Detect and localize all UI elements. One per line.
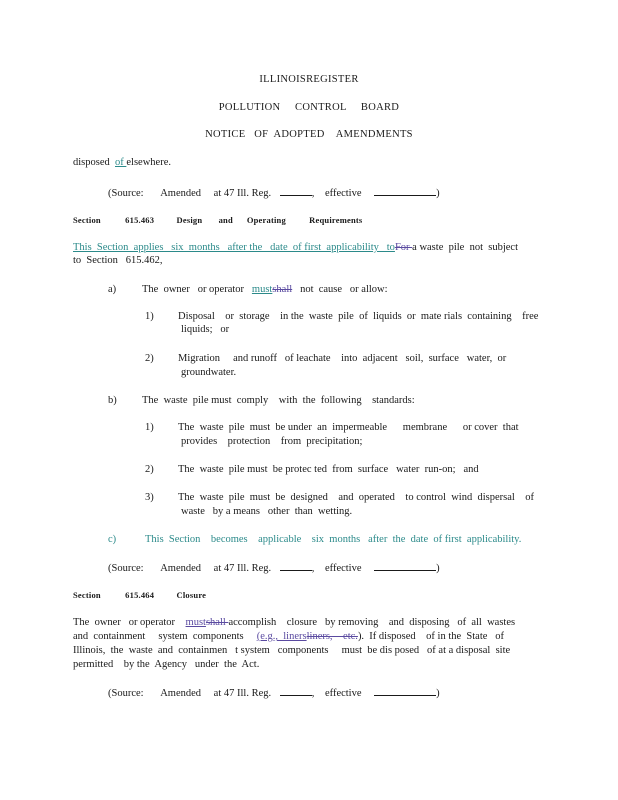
inserted-text: This Section applies six months after the date of first applicability to — [73, 242, 395, 253]
source-reg: at 47 Ill. Reg. — [213, 188, 272, 199]
intro-post: elsewhere. — [126, 157, 171, 168]
l1-deleted: shall — [205, 617, 229, 628]
source-reg: at 47 Ill. Reg. — [213, 688, 272, 699]
l2-inserted: (e.g., liners — [256, 631, 307, 642]
section-number: 615.464 — [125, 590, 155, 600]
item-b1-line2: provides protection from precipitation; — [181, 436, 363, 447]
section-463-heading — [73, 214, 362, 227]
effective-blank — [374, 685, 436, 696]
source-effective: effective — [324, 563, 362, 574]
l1-inserted: must — [185, 617, 206, 628]
item-c-text: This Section becomes applicable six months after the date of first applicability. — [145, 534, 522, 545]
item-a1-line1: Disposal or storage in the waste pile of liquids or mate rials containing free — [178, 311, 539, 322]
section-464-line2 — [73, 630, 504, 643]
source-close: ) — [436, 563, 440, 574]
item-b2-label: 2) — [145, 464, 154, 475]
l2-pre: and containment system components — [73, 631, 244, 642]
item-b-text: The waste pile must comply with the following standards: — [142, 395, 415, 406]
item-b1-label: 1) — [145, 422, 154, 433]
l1-post: accomplish closure by removing and disposing of all wastes — [228, 617, 516, 628]
source-effective: effective — [324, 188, 362, 199]
l2-deleted: liners, etc. — [306, 631, 358, 642]
section-464-heading — [73, 589, 206, 602]
effective-blank — [374, 185, 436, 196]
item-b3-line2: waste by a means other than wetting. — [181, 506, 353, 517]
item-b1-line1: The waste pile must be under an impermeable membrane or cover that — [178, 422, 519, 433]
effective-blank — [374, 560, 436, 571]
item-a2-label: 2) — [145, 353, 154, 364]
reg-blank — [280, 185, 312, 196]
a-inserted: must — [251, 284, 273, 295]
source-prefix: (Source: — [108, 563, 144, 574]
a-pre: The owner or operator — [142, 284, 245, 295]
deleted-text: For — [394, 242, 413, 253]
item-b-label: b) — [108, 395, 117, 406]
register-title: ILLINOISREGISTER — [259, 74, 359, 85]
section-463-intro-line2: to Section 615.462, — [73, 255, 163, 266]
section-463-intro-line1 — [73, 241, 518, 254]
section-title: Closure — [176, 590, 207, 600]
source-amended: Amended — [160, 188, 202, 199]
l1-pre: The owner or operator — [73, 617, 176, 628]
source-effective: effective — [324, 688, 362, 699]
source-close: ) — [436, 188, 440, 199]
source-amended: Amended — [160, 563, 202, 574]
section-label: Section — [73, 590, 101, 600]
source-close: ) — [436, 688, 440, 699]
reg-blank — [280, 560, 312, 571]
item-a1-label: 1) — [145, 311, 154, 322]
notice-title: NOTICE OF ADOPTED AMENDMENTS — [205, 129, 413, 140]
source-line-2: (Source: Amended at 47 Ill. Reg. , effective ) — [108, 560, 440, 575]
l2-post: ). If disposed of in the State of — [357, 631, 505, 642]
source-prefix: (Source: — [108, 688, 144, 699]
item-c-label: c) — [108, 534, 117, 545]
item-a-text — [142, 283, 388, 296]
item-b2-line1: The waste pile must be protec ted from surface water run-on; and — [178, 464, 479, 475]
section-464-line3: Illinois, the waste and containmen t system components must be dis posed of at a disposal site — [73, 645, 511, 656]
a-post: not cause or allow: — [300, 284, 388, 295]
source-line-3: (Source: Amended at 47 Ill. Reg. , effective ) — [108, 685, 440, 700]
section-number: 615.463 — [125, 215, 155, 225]
intro-pre: disposed — [73, 157, 115, 168]
item-a1-line2: liquids; or — [181, 324, 230, 335]
reg-blank — [280, 685, 312, 696]
source-line-1: (Source: Amended at 47 Ill. Reg. , effective ) — [108, 185, 440, 200]
source-prefix: (Source: — [108, 188, 144, 199]
section-464-line1 — [73, 616, 515, 629]
intro-line — [73, 156, 171, 169]
section-title: Design and Operating Requirements — [176, 215, 363, 225]
item-b3-label: 3) — [145, 492, 154, 503]
section-label: Section — [73, 215, 101, 225]
intro-inserted: of — [115, 157, 127, 168]
item-a2-line1: Migration and runoff of leachate into adjacent soil, surface water, or — [178, 353, 507, 364]
item-b3-line1: The waste pile must be designed and operated to control wind dispersal of — [178, 492, 535, 503]
item-a-label: a) — [108, 284, 117, 295]
source-reg: at 47 Ill. Reg. — [213, 563, 272, 574]
board-title: POLLUTION CONTROL BOARD — [218, 102, 400, 113]
item-a2-line2: groundwater. — [181, 367, 237, 378]
section-464-line4: permitted by the Agency under the Act. — [73, 659, 260, 670]
intro-rest: a waste pile not subject — [412, 242, 519, 253]
a-deleted: shall — [272, 284, 293, 295]
source-amended: Amended — [160, 688, 202, 699]
